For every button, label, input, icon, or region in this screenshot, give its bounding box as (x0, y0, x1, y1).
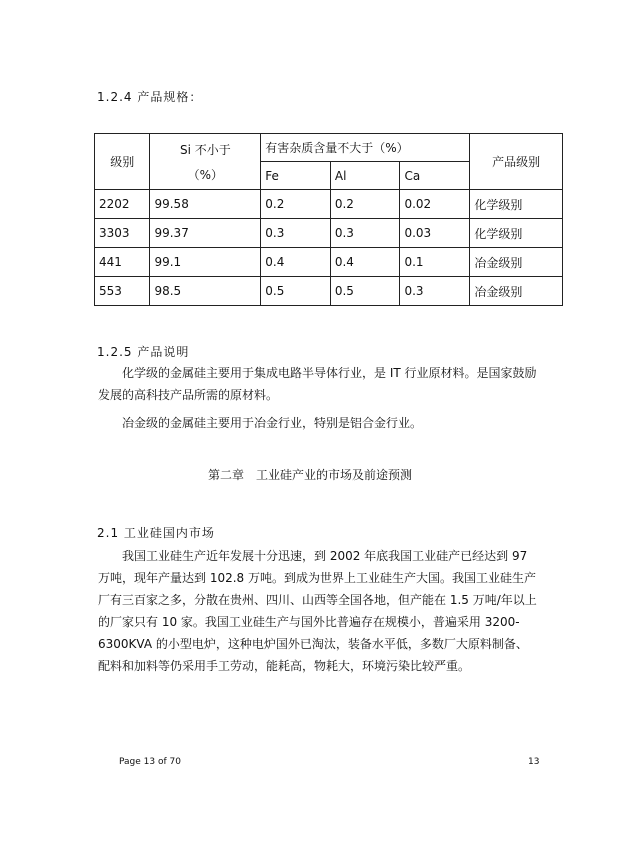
cell-si: 99.37 (150, 219, 261, 248)
cell-si: 99.58 (150, 190, 261, 219)
table-row (95, 248, 563, 277)
section-125-heading: 1.2.5 产品说明 (97, 345, 190, 359)
header-fe: Fe (261, 162, 331, 190)
cell-grade: 3303 (95, 219, 150, 248)
section-124-heading: 1.2.4 产品规格： (97, 90, 203, 104)
page-number: 13 (528, 757, 540, 767)
table-row (95, 190, 563, 219)
cell-fe: 0.2 (261, 190, 331, 219)
cell-fe: 0.3 (261, 219, 331, 248)
page-label: Page 13 of 70 (119, 757, 181, 767)
header-si (150, 134, 261, 190)
table-row (95, 277, 563, 306)
cell-al: 0.5 (330, 277, 400, 306)
cell-ca: 0.1 (400, 248, 470, 277)
cell-si: 99.1 (150, 248, 261, 277)
section-21-heading: 2.1 工业硅国内市场 (97, 526, 215, 540)
cell-fe: 0.5 (261, 277, 331, 306)
section-125-para2: 冶金级的金属硅主要用于冶金行业，特别是铝合金行业。 (122, 416, 423, 430)
section-21-para: 我国工业硅生产近年发展十分迅速，到 2002 年底我国工业硅产已经达到 97 万吨，现年产量达到 102.8 万吨。到成为世界上工业硅生产大国。我国工业硅生产厂有三百家之多，分散在贵州、四川、山西等全国各地，但产能在 1.5 万吨/年以上的厂家只有 10 家。我国工业硅生产与国外比普遍存在规模小，普遍采用 3200-6300KVA 的小型电炉，这种电炉国外已淘汰，装备水平低，多数厂大原料制备、配料和加料等仍采用手工劳动，能耗高，物耗大，环境污染比较严重。 (98, 549, 537, 673)
cell-al: 0.3 (330, 219, 400, 248)
section-125-para1: 化学级的金属硅主要用于集成电路半导体行业，是 IT 行业原材料。是国家鼓励发展的高科技产品所需的原材料。 (98, 366, 537, 402)
cell-product: 化学级别 (470, 190, 563, 219)
cell-al: 0.4 (330, 248, 400, 277)
header-ca: Ca (400, 162, 470, 190)
cell-ca: 0.3 (400, 277, 470, 306)
cell-ca: 0.02 (400, 190, 470, 219)
table-row (95, 219, 563, 248)
cell-fe: 0.4 (261, 248, 331, 277)
header-si-line2: （%） (187, 167, 224, 182)
cell-product: 冶金级别 (470, 277, 563, 306)
cell-al: 0.2 (330, 190, 400, 219)
cell-grade: 553 (95, 277, 150, 306)
spec-table (94, 133, 563, 306)
cell-product: 化学级别 (470, 219, 563, 248)
header-al: Al (330, 162, 400, 190)
header-product-grade: 产品级别 (470, 134, 563, 190)
cell-si: 98.5 (150, 277, 261, 306)
cell-product: 冶金级别 (470, 248, 563, 277)
chapter-title: 第二章 工业硅产业的市场及前途预测 (207, 468, 412, 482)
cell-grade: 2202 (95, 190, 150, 219)
cell-grade: 441 (95, 248, 150, 277)
header-si-line1: Si 不小于 (179, 142, 231, 157)
header-grade: 级别 (95, 134, 150, 190)
header-impurity: 有害杂质含量不大于（%） (261, 134, 470, 162)
cell-ca: 0.03 (400, 219, 470, 248)
